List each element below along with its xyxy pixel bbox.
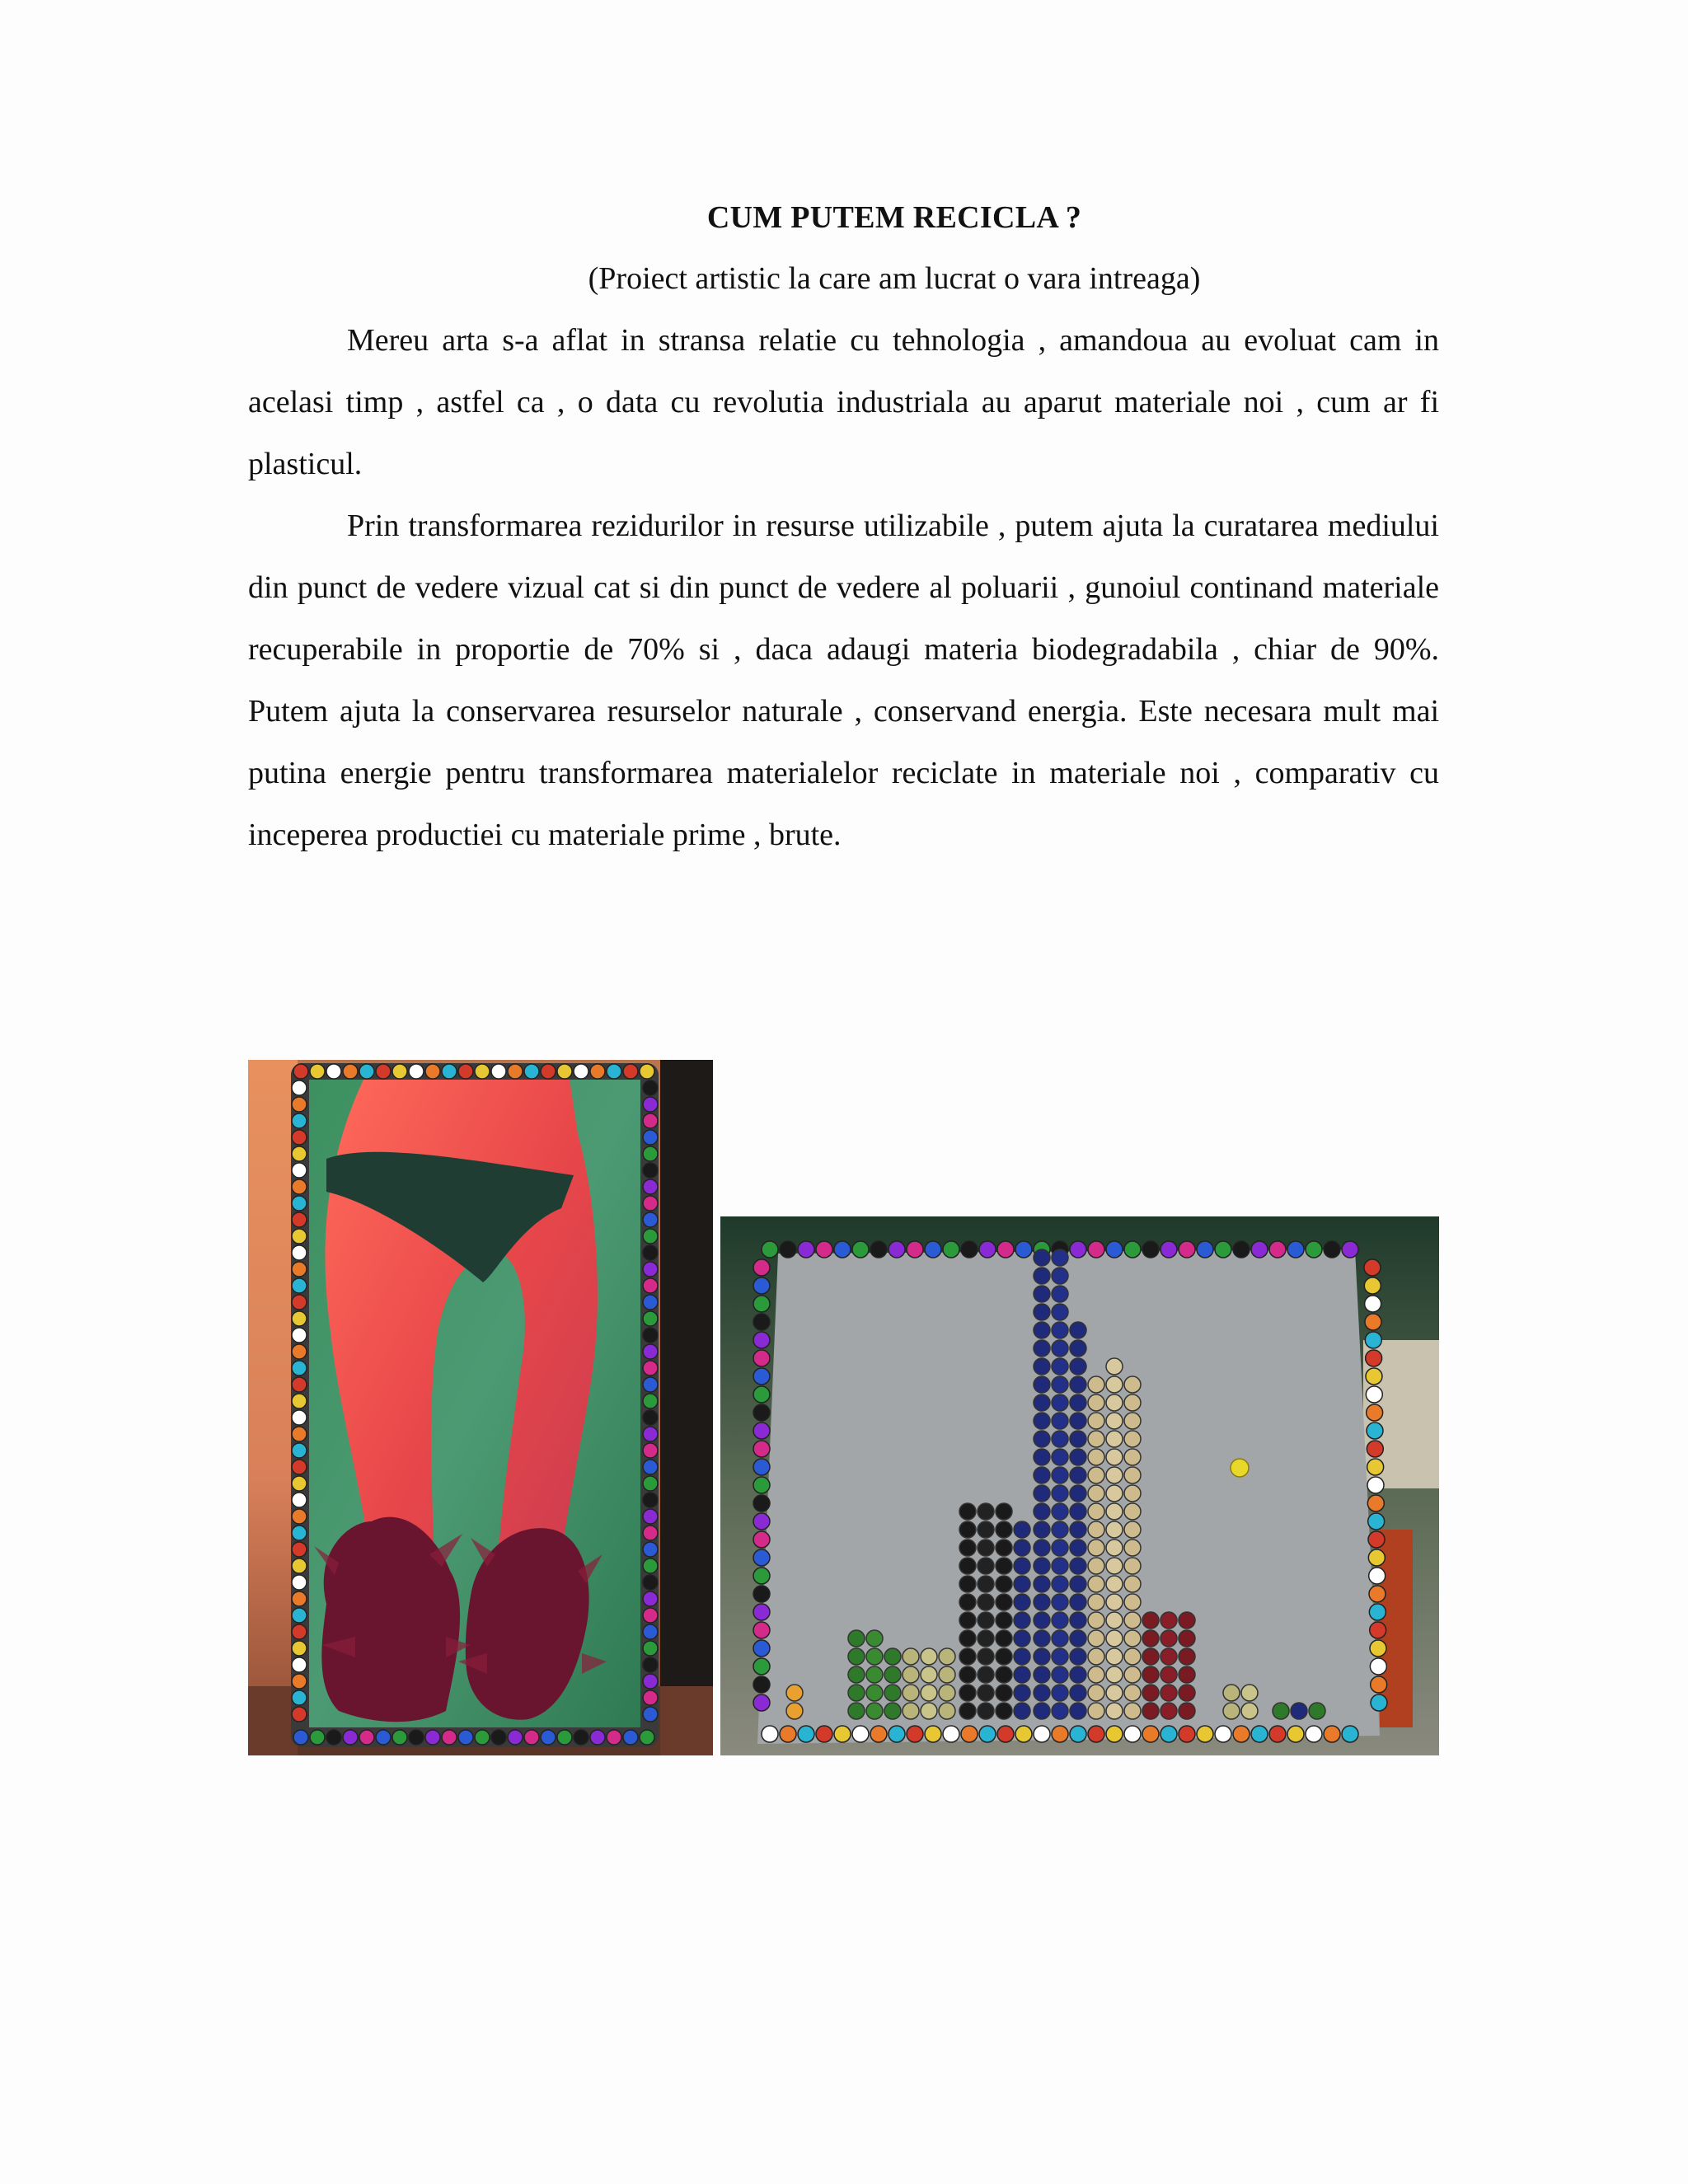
document-title: CUM PUTEM RECICLA ? — [706, 200, 1082, 235]
paragraph-1: Mereu arta s-a aflat in stransa relatie cu tehnologia , amandoua au evoluat cam in acelasi timp , astfel ca , o data cu revolutia industriala au aparut materiale noi , cum ar fi plasticul. — [248, 323, 1439, 481]
photo-bottle-cap-panel — [720, 1216, 1439, 1755]
paragraph-2: Prin transformarea rezidurilor in resurse utilizabile , putem ajuta la curatarea mediului din punct de vedere vizual cat si din punct de vedere al poluarii , gunoiul continand materiale recuperabile in proportie de 70% si , daca adaugi materia biodegradabila , chiar de 90%. Putem ajuta la conservarea resurselor naturale , conservand energia. Este necesara mult mai putina energie pentru transformarea materialelor reciclate in materiale noi , comparativ cu inceperea productiei cu materiale prime , brute. — [248, 509, 1439, 852]
painting-illustration — [248, 1060, 713, 1755]
document-subtitle: (Proiect artistic la care am lucrat o vara intreaga) — [588, 261, 1201, 296]
cap-panel-illustration — [720, 1216, 1439, 1755]
photo-painting-legs — [248, 1060, 713, 1755]
